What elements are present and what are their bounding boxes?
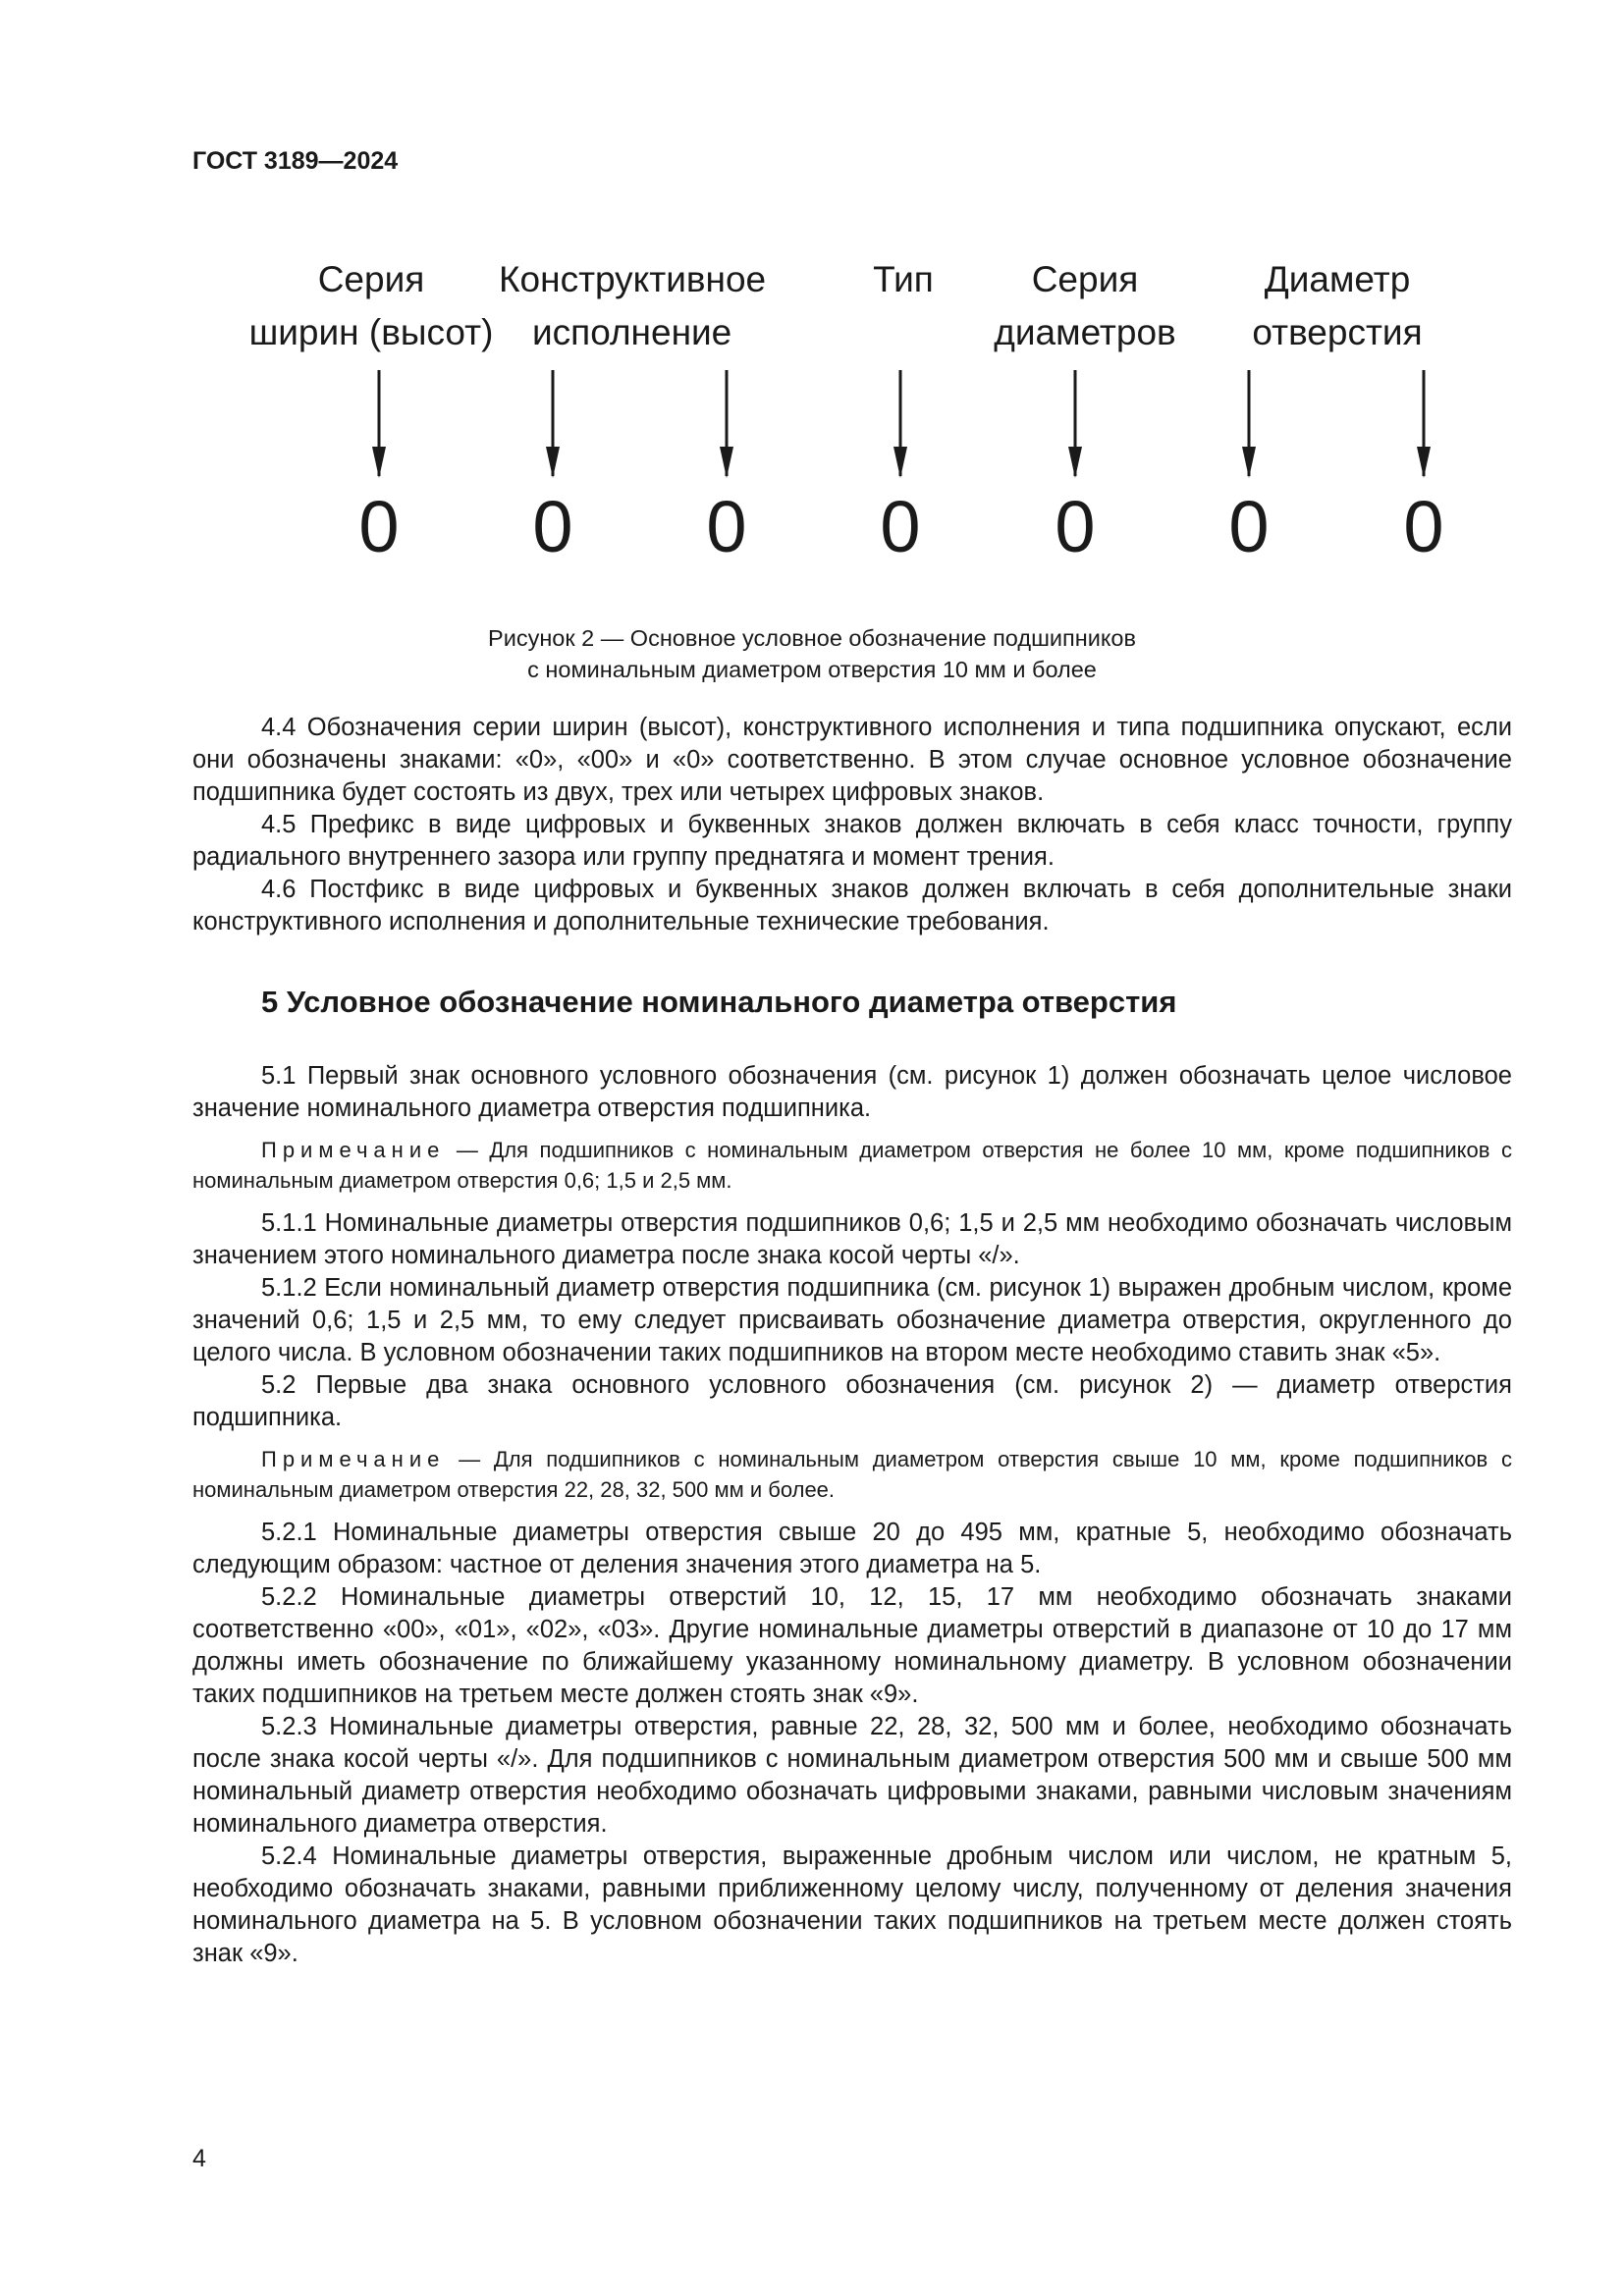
label-line: Серия [1031, 259, 1139, 299]
arrowhead-4 [893, 447, 907, 478]
paragraph-4-5: 4.5 Префикс в виде цифровых и буквенных знаков должен включать в себя класс точности, группу радиального внутреннего зазора или группу преднатяга и момент трения. [192, 811, 1512, 871]
paragraph-5-2: 5.2 Первые два знака основного условного обозначения (см. рисунок 2) — диаметр отверстия подшипника. [192, 1371, 1512, 1431]
paragraph-5-2-3: 5.2.3 Номинальные диаметры отверстия, равные 22, 28, 32, 500 мм и более, необходимо обозначать после знака косой черты «/». Для подшипников с номинальным диаметром отверстия 500 мм и свыше 500 мм номинальный диаметр отверстия необходимо обозначать цифровыми знаками, равными числовым значениям номинального диаметра отверстия. [192, 1713, 1512, 1838]
arrowhead-1 [372, 447, 386, 478]
paragraph-5-1: 5.1 Первый знак основного условного обозначения (см. рисунок 1) должен обозначать целое числовое значение номинального диаметра отверстия подшипника. [192, 1062, 1512, 1122]
paragraph-5-2-1: 5.2.1 Номинальные диаметры отверстия свыше 20 до 495 мм, кратные 5, необходимо обозначать следующим образом: частное от деления значения этого диаметра на 5. [192, 1519, 1512, 1578]
note-label: Примечание [261, 1138, 446, 1162]
note-text: — Для подшипников с номинальным диаметром отверстия свыше 10 мм, кроме подшипников с номинальным диаметром отверстия 22, 28, 32, 500 мм и более. [192, 1447, 1512, 1502]
section-heading: 5 Условное обозначение номинального диаметра отверстия [261, 985, 1177, 1019]
label-line: исполнение [532, 312, 732, 352]
designation-digit-5: 0 [1055, 486, 1096, 567]
label-line: диаметров [994, 312, 1176, 352]
designation-digit-2: 0 [532, 486, 573, 567]
label-line: Тип [873, 259, 934, 299]
paragraph-5-2-2: 5.2.2 Номинальные диаметры отверстий 10, 12, 15, 17 мм необходимо обозначать знаками соответственно «00», «01», «02», «03». Другие номинальные диаметры отверстий в диапазоне от 10 до 17 мм должны иметь обозначение по ближайшему указанному номинальному диаметру. В условном обозначении таких подшипников на третьем месте должен стоять знак «9». [192, 1583, 1512, 1708]
arrowhead-6 [1242, 447, 1256, 478]
arrowhead-5 [1068, 447, 1082, 478]
designation-digit-6: 0 [1228, 486, 1270, 567]
label-line: отверстия [1252, 312, 1423, 352]
label-line: Диаметр [1264, 259, 1411, 299]
section-5 [192, 986, 1512, 1018]
figure-caption [0, 622, 1624, 685]
designation-digit-1: 0 [358, 486, 400, 567]
note-label: Примечание [261, 1447, 446, 1471]
label-line: ширин (высот) [248, 312, 494, 352]
designation-figure [0, 0, 1624, 589]
designation-digit-7: 0 [1403, 486, 1444, 567]
designation-digit-3: 0 [706, 486, 747, 567]
paragraph-5-1-2: 5.1.2 Если номинальный диаметр отверстия подшипника (см. рисунок 1) выражен дробным числом, кроме значений 0,6; 1,5 и 2,5 мм, то ему следует присваивать обозначение диаметра отверстия, округленного до целого числа. В условном обозначении таких подшипников на втором месте необходимо ставить знак «5». [192, 1274, 1512, 1366]
label-line: Конструктивное [499, 259, 767, 299]
label-line: Серия [317, 259, 425, 299]
note-1 [192, 1135, 1512, 1196]
arrowhead-7 [1417, 447, 1431, 478]
arrowhead-2 [546, 447, 560, 478]
paragraph-4-6: 4.6 Постфикс в виде цифровых и буквенных знаков должен включать в себя дополнительные знаки конструктивного исполнения и дополнительные технические требования. [192, 876, 1512, 935]
paragraph-5-1-1: 5.1.1 Номинальные диаметры отверстия подшипников 0,6; 1,5 и 2,5 мм необходимо обозначать числовым значением этого номинального диаметра после знака косой черты «/». [192, 1209, 1512, 1269]
caption-line: Рисунок 2 — Основное условное обозначение подшипников [488, 625, 1136, 651]
document-header: ГОСТ 3189—2024 [192, 147, 399, 175]
paragraph-5-2-4: 5.2.4 Номинальные диаметры отверстия, выраженные дробным числом или числом, не кратным 5, необходимо обозначать знаками, равными приближенному целому числу, полученному от деления значения номинального диаметра на 5. В условном обозначении таких подшипников на третьем месте должен стоять знак «9». [192, 1842, 1512, 1967]
note-2 [192, 1444, 1512, 1505]
designation-digit-4: 0 [880, 486, 921, 567]
figure-arrows [0, 0, 1624, 589]
page-number: 4 [192, 2145, 206, 2172]
section-5-body [192, 1060, 1512, 1970]
clauses-4 [192, 712, 1512, 938]
paragraph-4-4: 4.4 Обозначения серии ширин (высот), конструктивного исполнения и типа подшипника опускают, если они обозначены знаками: «0», «00» и «0» соответственно. В этом случае основное условное обозначение подшипника будет состоять из двух, трех или четырех цифровых знаков. [192, 714, 1512, 806]
caption-line: с номинальным диаметром отверстия 10 мм и более [527, 657, 1097, 682]
note-text: — Для подшипников с номинальным диаметром отверстия не более 10 мм, кроме подшипников с номинальным диаметром отверстия 0,6; 1,5 и 2,5 мм. [192, 1138, 1512, 1193]
arrowhead-3 [720, 447, 733, 478]
